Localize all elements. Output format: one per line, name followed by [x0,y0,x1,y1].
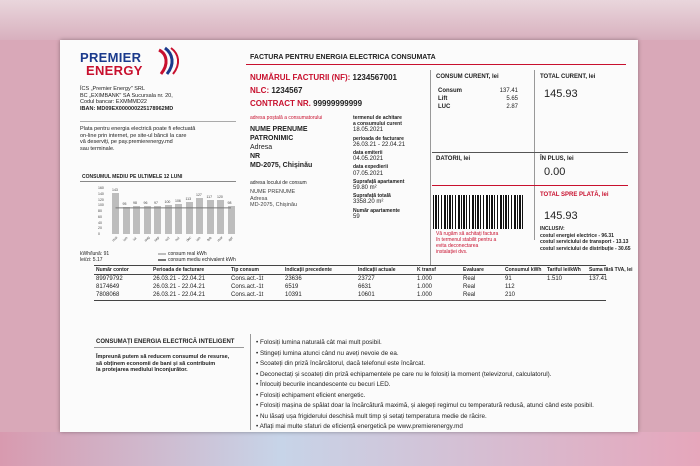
table-cell: 89979792 [96,276,123,282]
bar-value-label: 127 [196,192,202,197]
table-header-cell: Perioada de facturare [153,267,205,273]
y-tick-label: 140 [98,191,104,196]
table-cell: 23727 [358,276,375,282]
consum-curent-title: CONSUM CURENT, lei [436,74,499,80]
table-cell: 26.03.21 - 22.04.21 [153,276,206,282]
payment-info [80,126,195,152]
table-cell: 7808068 [96,292,120,298]
table-header-cell: Tip consum [231,267,259,273]
company-bank: BC „EXIMBANK" SA Sucursala nr. 20, [80,92,173,99]
logo-line1: PREMIER [80,50,142,65]
table-cell: 1.000 [417,284,433,290]
tip-item: • Scoateți din priză încărcătorul, dacă telefonul este încărcat. [256,360,426,367]
table-cell: Real [463,292,476,298]
table-header-cell: Indicații actuale [358,267,396,273]
y-tick-label: 40 [98,220,102,225]
barcode [433,195,523,229]
table-cell: Real [463,284,476,290]
bar-value-label: 113 [185,196,192,201]
bar-value-label: 98 [133,200,137,205]
invoice-document [60,40,638,432]
table-cell: Cons.act.-1t [231,276,264,282]
table-header-cell: Suma fără TVA, lei [589,267,633,273]
table-cell: 91 [505,276,512,282]
invoice-number: NUMĂRUL FACTURII (NF): 1234567001 [250,73,398,82]
total-plata-value: 145.93 [544,210,578,222]
y-tick-label: 120 [98,197,104,202]
table-cell: 23636 [285,276,302,282]
x-tick-label: sep [153,235,161,243]
smart-text: Împreună putem să reducem consumul de resurse, să obținem economii de bani și să contribuim la protejarea mediului înconjurător. [96,354,230,373]
nlc: NLC: 1234567 [250,86,303,95]
company-name: ÎCS „Premier Energy" SRL [80,86,145,92]
total-curent-title: TOTAL CURENT, lei [540,74,596,80]
dates-column: termenul de achitare a consumului curent 18.05.2021 perioada de facturare 26.03.21 - 22.04.21 data emiterii 04.05.2021 data expedierii 07.05.2021 Suprafață apartament 59.80 m² Suprafață totală 3358.20 m² Număr apartamente 59 [353,115,406,220]
table-cell: 1.000 [417,292,433,298]
table-header-cell: Număr contor [96,267,129,273]
x-tick-label: ian [195,235,202,243]
datorie-noua-value: 0.00 [544,166,566,178]
logo-swirl-icon [157,46,185,78]
table-cell: Cons.act.-1t [231,292,264,298]
background-bottom [0,432,700,466]
bar-value-label: 106 [175,198,181,203]
table-cell: 10601 [358,292,375,298]
tip-item: • Nu lăsați ușa frigiderului deschisă mult timp și setați temperatura medie de răcire. [256,412,487,420]
x-tick-label: aug [142,235,150,243]
tip-item: • Folosiți echipament eficient energetic. [256,391,366,399]
table-header-cell: Tariful lei/kWh [547,267,581,273]
table-cell: 26.03.21 - 22.04.21 [153,284,206,290]
table-header-cell: K transf [417,267,436,273]
contract-number: CONTRACT NR. 99999999999 [250,99,363,108]
chart-legend [158,251,236,263]
consum-loc-label: adresa locului de consum [250,180,307,186]
logo [80,51,143,77]
datorii-title: DATORII, lei [436,156,471,162]
table-cell: 26.03.21 - 22.04.21 [153,292,206,298]
company-iban: IBAN: MD09EX000000225178962MD [80,105,174,112]
x-tick-label: dec [184,235,192,243]
table-cell: 6519 [285,284,299,290]
table-cell: 1.510 [547,276,563,282]
bar-value-label: 120 [217,194,223,199]
company-bank-code: Codul bancar: EXMMMD22 [80,99,147,105]
postal-address: NUME PRENUME PATRONIMIC Adresa NR MD-2075, Chișinău [250,126,313,169]
table-header-cell: Consumul kWh [505,267,542,273]
table-cell: 1.000 [417,276,433,282]
address-label: adresa poștală a consumatorului [250,115,323,121]
x-tick-label: iun [121,235,128,243]
y-tick-label: 80 [98,209,102,213]
y-tick-label: 20 [98,226,102,231]
table-cell: 8174649 [96,284,120,290]
tip-item: • Aflați mai multe sfaturi de eficiență energetică pe www.premierenergy.md [256,423,463,430]
table-cell: 137.41 [589,276,608,282]
y-tick-label: 160 [98,186,104,190]
chart-kwh: kWh/lună: 91 lei/zi: 5.17 [80,251,110,263]
consum-loc-address: NUME PRENUME Adresa MD-2075, Chișinău [250,189,298,208]
logo-line2: ENERGY [86,63,143,78]
average-line [96,188,236,248]
tip-item: • Folosiți lumina naturală cât mai mult posibil. [256,339,382,346]
y-tick-label: 100 [98,203,104,208]
pay-text-line: on-line prin internet, pe site-ul băncii la care [80,132,187,139]
x-tick-label: mar [216,235,224,243]
table-header-cell: Indicații precedente [285,267,332,273]
consum-curent-list: Consum 137.41 Lift 5.65 LUC 2.87 [438,88,518,110]
tip-item: • Deconectați și scoateți din priză echipamentele pe care nu le folosiți la moment (televizorul, calculatorul). [256,370,552,378]
payment-warning: Vă rugăm să achitați factura în termenul stabilit pentru a evita deconectarea instalației dvs. [436,231,499,255]
bar-value-label: 100 [164,200,171,205]
table-cell: 6631 [358,284,372,290]
invoice-title: FACTURA PENTRU ENERGIA ELECTRICA CONSUMATA [250,54,436,61]
x-tick-label: noi [174,235,181,243]
bar-value-label: 117 [206,195,213,200]
x-tick-label: mai [111,235,119,243]
chart-title: CONSUMUL MEDIU PE ULTIMELE 12 LUNI [82,174,183,180]
x-tick-label: apr [226,235,234,243]
datorie-noua-title: ÎN PLUS, lei [540,156,574,162]
legend-mediu: consum mediu echivalent kWh [158,257,236,263]
x-tick-label: oct [163,235,170,243]
tip-item: • Stingeți lumina atunci când nu aveți nevoie de ea. [256,349,399,357]
table-cell: 10391 [285,292,302,298]
y-tick-label: 60 [98,214,102,219]
company-info [80,86,173,112]
table-cell: Real [463,276,476,282]
bar-value-label: 143 [112,187,118,192]
tips-list [256,338,594,433]
x-tick-label: feb [205,235,213,243]
pay-text-line: Plata pentru energia electrică poate fi efectuată [80,126,196,132]
total-plata-inclusiv: INCLUSIV: costul energiei electrice - 96.31 costul serviciului de transport - 13.13 costul serviciului de distribuție - 30.65 [540,226,631,252]
total-plata-title: TOTAL SPRE PLATĂ, lei [540,192,609,198]
pay-link[interactable]: vă deserviți, pe pay.premierenergy.md [80,139,173,145]
smart-title: CONSUMAȚI ENERGIA ELECTRICĂ INTELIGENT [96,339,235,345]
bar-value-label: 98 [227,200,232,205]
table-cell: 210 [505,292,516,298]
tip-item: • Înlocuiți becurile incandescente cu becuri LED. [256,381,391,388]
consumption-chart [96,188,236,248]
background-top [0,0,700,40]
y-tick-label: 0 [98,232,100,236]
table-cell: Cons.act.-1t [231,284,264,290]
bar-value-label: 95 [122,201,127,206]
table-cell: 112 [505,284,515,290]
bar-value-label: 97 [154,201,158,206]
tip-item: • Folosiți mașina de spălat doar la încărcătură maximă, și alegeți regimul cu temperatură redusă, atunci când este posibil. [256,402,594,409]
pay-text-line: sau terminale. [80,145,115,152]
x-tick-label: iul [132,236,138,242]
total-curent-value: 145.93 [544,88,578,100]
legend-real: consum real kWh [158,251,236,257]
bar-value-label: 96 [143,201,148,206]
table-header-cell: Evaluare [463,267,484,273]
